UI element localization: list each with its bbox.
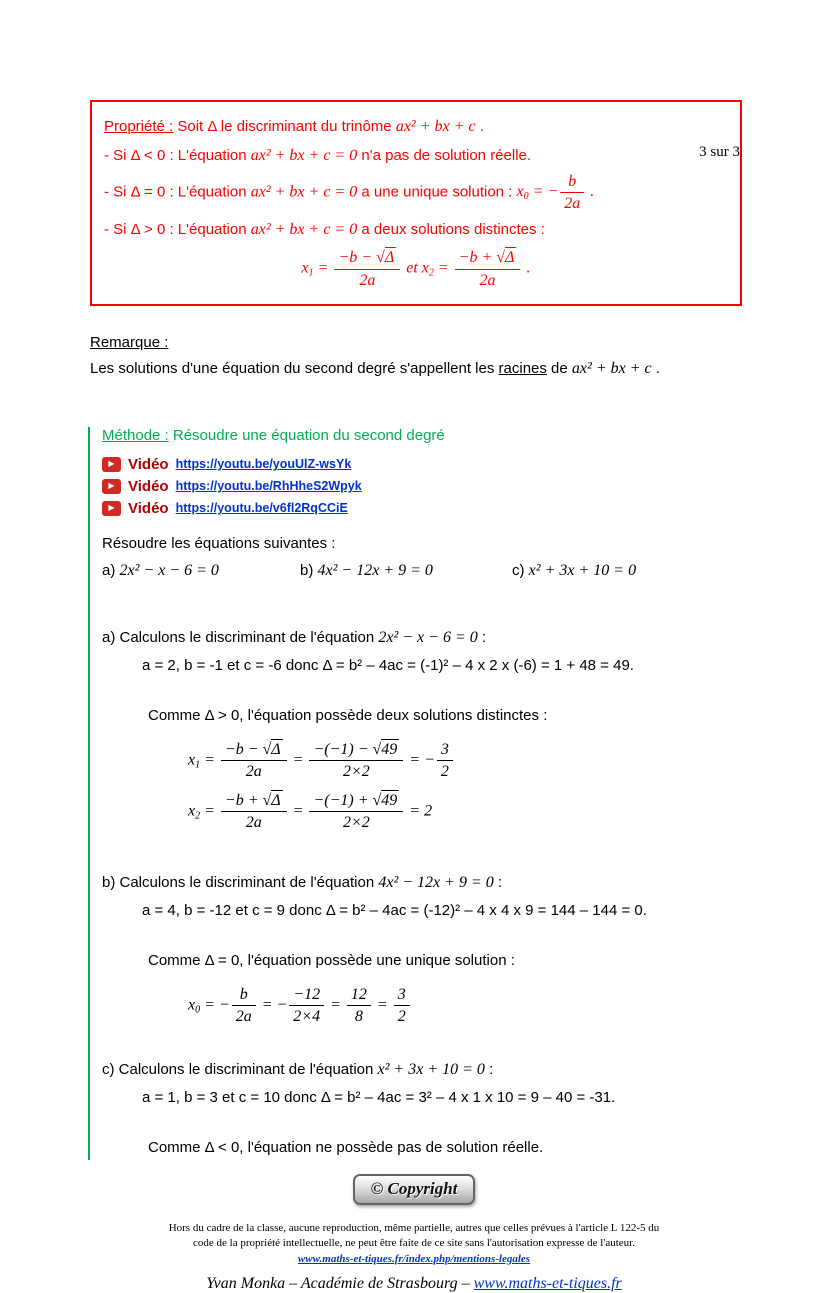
solution-a-calculation: a = 2, b = -1 et c = -6 donc Δ = b² – 4ac = (-1)² – 4 x 2 x (-6) = 1 + 48 = 49. [142, 656, 634, 674]
equations-row [102, 562, 740, 580]
video-link-3[interactable]: https://youtu.be/v6fl2RqCCiE [175, 501, 348, 516]
case-zero-post: a une unique solution : [357, 183, 517, 201]
footer-line-2: code de la propriété intellectuelle, ne peut être faite de ce site sans l'autorisation expresse de l'auteur. [193, 1237, 635, 1250]
case-delta-zero [104, 172, 728, 213]
equation-b-label: b) [300, 561, 318, 579]
solution-a-x1: $x_1$ = $\frac{-b - √\Delta}{2a}$ = $\frac{-(-1) - √49}{2\times 2}$ = − $\frac{3}{2}$ [188, 740, 740, 781]
remark-title: Remarque : [90, 333, 169, 351]
exercise-intro: Résoudre les équations suivantes : [102, 534, 336, 552]
solution-b-math: 4x² − 12x + 9 = 0 [378, 873, 494, 891]
remark-math: ax² + bx + c [571, 359, 652, 377]
case-pos-math: ax² + bx + c = 0 [250, 221, 358, 239]
equation-c-math: x² + 3x + 10 = 0 [528, 561, 637, 579]
copyright-row [0, 1174, 828, 1205]
equation-a-math: 2x² − x − 6 = 0 [119, 561, 219, 579]
solution-a-formulas [188, 740, 740, 833]
solution-c-conclusion: Comme Δ < 0, l'équation ne possède pas de solution réelle. [148, 1138, 544, 1156]
two-solutions-formula: $x_1$ = $\frac{-b - √\Delta}{2a}$ et $x_2$ = $\frac{-b + √\Delta}{2a}$ . [301, 249, 531, 289]
remark-text: Les solutions d'une équation du second degré s'appellent les [90, 359, 499, 377]
video-label: Vidéo [128, 477, 169, 495]
legal-link[interactable]: www.maths-et-tiques.fr/index.php/mentions-legales [297, 1252, 531, 1265]
video-label: Vidéo [128, 499, 169, 517]
property-label: Propriété : [104, 118, 174, 135]
x0-formula: $x_0$ = − $\frac{b}{2a}$ . [516, 173, 595, 213]
solution-c-heading [102, 1058, 740, 1082]
equation-a-label: a) [102, 561, 120, 579]
copyright-badge: © Copyright [353, 1174, 476, 1205]
footer-line-1: Hors du cadre de la classe, aucune reproduction, même partielle, autres que celles prévues à l'article L 122-5 du [168, 1221, 660, 1234]
remark-racines: racines [498, 359, 547, 377]
solution-b-heading [102, 871, 740, 895]
author-credit-text: Yvan Monka – Académie de Strasbourg – [206, 1275, 474, 1293]
page-number: 3 sur 3 [699, 144, 740, 160]
method-title [102, 427, 740, 444]
play-glyph: ▶ [108, 503, 115, 513]
trinomial-math: ax² + bx + c [395, 118, 476, 135]
solution-b-conclusion: Comme Δ = 0, l'équation possède une unique solution : [148, 951, 515, 969]
solution-c-calculation: a = 1, b = 3 et c = 10 donc Δ = b² – 4ac = 3² – 4 x 1 x 10 = 9 – 40 = -31. [142, 1088, 616, 1106]
footer [0, 1221, 828, 1267]
remark-end: . [651, 359, 660, 377]
property-title-line [104, 114, 728, 139]
property-title-text: Soit Δ le discriminant du trinôme [173, 118, 396, 135]
case-neg-pre: - Si Δ < 0 : L'équation [104, 147, 251, 164]
solution-a-end: : [477, 628, 487, 646]
solution-a-math: 2x² − x − 6 = 0 [378, 628, 478, 646]
play-glyph: ▶ [108, 459, 115, 469]
equation-c-label: c) [512, 561, 529, 579]
video-row [102, 456, 740, 473]
equation-c [512, 562, 740, 580]
solution-b-pre: b) Calculons le discriminant de l'équation [102, 873, 379, 891]
solution-c-pre: c) Calculons le discriminant de l'équation [102, 1060, 378, 1078]
solution-c-math: x² + 3x + 10 = 0 [377, 1060, 485, 1078]
case-neg-post: n'a pas de solution réelle. [357, 147, 532, 164]
solution-b-x0: $x_0$ = − $\frac{b}{2a}$ = − $\frac{-12}{2\times 4}$ = $\frac{12}{8}$ = $\frac{3}{2}$ [188, 985, 740, 1026]
solution-b-end: : [493, 873, 503, 891]
case-delta-negative [104, 143, 728, 168]
site-link[interactable]: www.maths-et-tiques.fr [473, 1275, 622, 1293]
video-label: Vidéo [128, 455, 169, 473]
play-glyph: ▶ [108, 481, 115, 491]
solution-a-x2: $x_2$ = $\frac{-b + √\Delta}{2a}$ = $\frac{-(-1) + √49}{2\times 2}$ = 2 [188, 792, 433, 832]
case-delta-positive [104, 217, 728, 242]
method-section [88, 427, 740, 1160]
video-link-1[interactable]: https://youtu.be/youUlZ-wsYk [175, 457, 352, 472]
equation-b [300, 562, 512, 580]
method-label: Méthode : [102, 426, 169, 444]
solution-c-end: : [484, 1060, 494, 1078]
case-neg-math: ax² + bx + c = 0 [250, 147, 358, 164]
case-zero-math: ax² + bx + c = 0 [250, 183, 358, 201]
solution-a-conclusion: Comme Δ > 0, l'équation possède deux solutions distinctes : [148, 706, 548, 724]
equation-a [102, 562, 300, 580]
case-pos-post: a deux solutions distinctes : [357, 221, 545, 239]
property-box [90, 100, 742, 306]
solution-b-formulas [188, 985, 740, 1026]
video-row [102, 478, 740, 495]
property-title-end: . [475, 118, 484, 135]
remark-body [90, 357, 750, 381]
solution-a-heading [102, 626, 740, 650]
play-icon [102, 501, 121, 516]
solution-a-pre: a) Calculons le discriminant de l'équation [102, 628, 379, 646]
author-credit [0, 1275, 828, 1293]
case-zero-pre: - Si Δ = 0 : L'équation [104, 183, 251, 201]
play-icon [102, 457, 121, 472]
solution-b-calculation: a = 4, b = -12 et c = 9 donc Δ = b² – 4ac = (-12)² – 4 x 4 x 9 = 144 – 144 = 0. [142, 901, 647, 919]
remark-mid: de [546, 359, 572, 377]
case-pos-pre: - Si Δ > 0 : L'équation [104, 221, 251, 239]
play-icon [102, 479, 121, 494]
document-page [0, 100, 828, 1293]
video-row [102, 500, 740, 517]
equation-b-math: 4x² − 12x + 9 = 0 [317, 561, 433, 579]
method-title-text: Résoudre une équation du second degré [168, 426, 445, 444]
video-link-2[interactable]: https://youtu.be/RhHheS2Wpyk [175, 479, 362, 494]
